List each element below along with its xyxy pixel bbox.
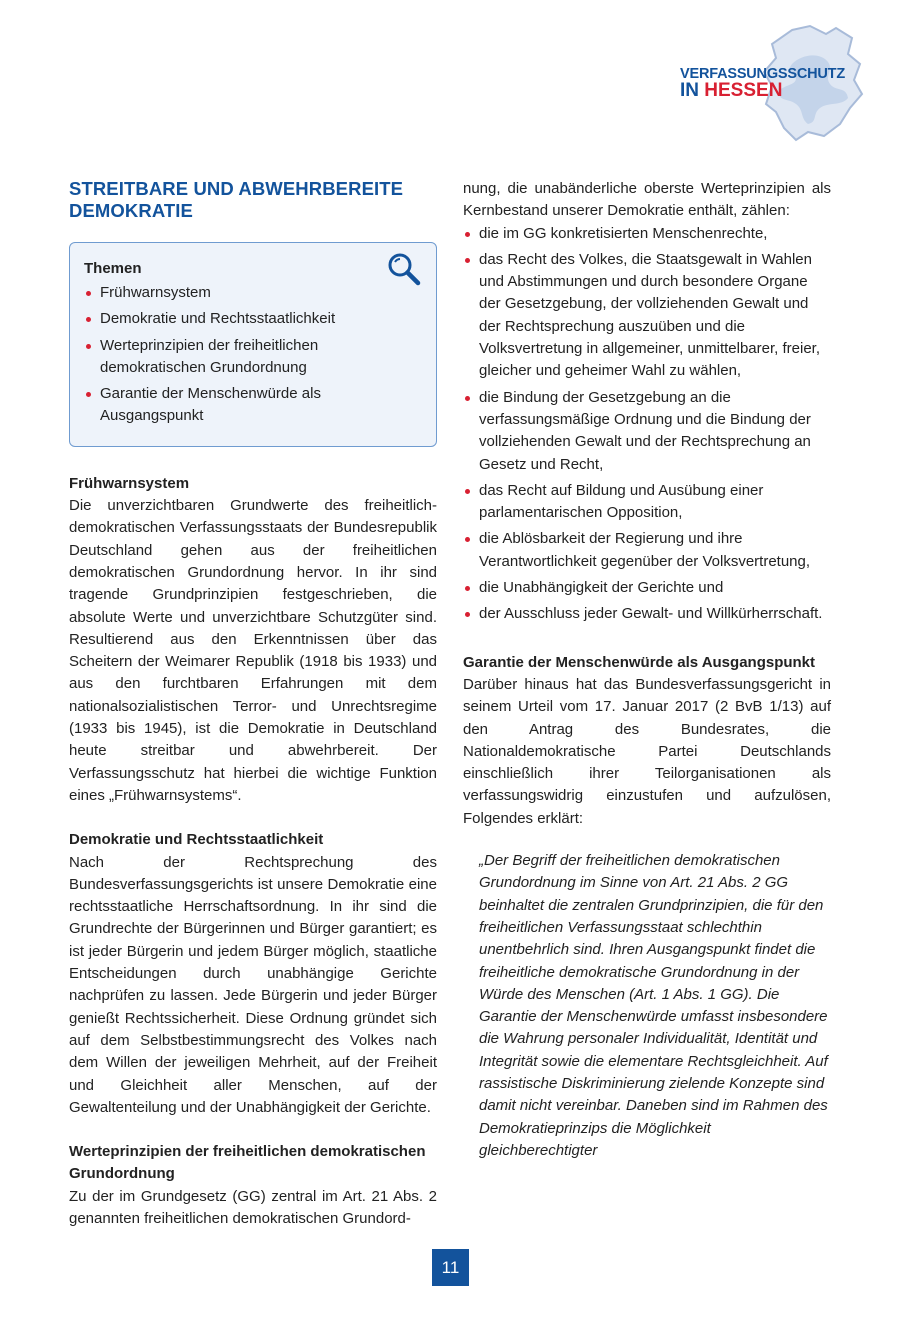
section-werteprinzipien — [69, 1141, 437, 1230]
section-fruehwarnsystem — [69, 473, 437, 807]
section-heading: Frühwarnsystem — [69, 474, 190, 492]
werteprinzipien-list-item: die Ablösbarkeit der Regierung und ihre Verantwortlichkeit gegenüber der Volksvertretung, — [463, 528, 831, 573]
section-text-part2: nung, die unabänderliche oberste Werteprinzipien als Kernbestand unserer Demokratie enthält, zählen: — [463, 180, 831, 220]
section-heading: Werteprinzipien der freiheitlichen demokratischen Grundordnung — [69, 1143, 426, 1183]
section-demokratie — [69, 829, 437, 1119]
themes-box — [69, 242, 437, 447]
section-heading: Garantie der Menschenwürde als Ausgangspunkt — [463, 653, 816, 671]
section-text-part1: Zu der im Grundgesetz (GG) zentral im Art. 21 Abs. 2 genannten freiheitlichen demokratischen Grundord- — [69, 1187, 437, 1227]
werteprinzipien-list-item: die Unabhängigkeit der Gerichte und — [463, 577, 831, 599]
themes-list-item: Garantie der Menschenwürde als Ausgangspunkt — [84, 383, 422, 428]
section-heading: Demokratie und Rechtsstaatlichkeit — [69, 831, 324, 849]
themes-list — [84, 282, 422, 428]
werteprinzipien-list — [463, 223, 831, 626]
section-text: Darüber hinaus hat das Bundesverfassungsgericht in seinem Urteil vom 17. Januar 2017 (2 BvB 1/13) auf den Antrag des Bundesrates, die Nationaldemokratische Partei Deutschlands einschließlich ihrer Teilorganisationen als verfassungswidrig einzustufen und aufzulösen, Folgendes erklärt: — [463, 675, 831, 827]
section-menschenwuerde — [463, 652, 831, 1163]
logo-text-hessen: HESSEN — [704, 80, 783, 101]
themes-list-item: Werteprinzipien der freiheitlichen demokratischen Grundordnung — [84, 335, 422, 380]
werteprinzipien-list-item: das Recht auf Bildung und Ausübung einer parlamentarischen Opposition, — [463, 480, 831, 525]
header-logo — [676, 24, 866, 144]
right-column — [463, 178, 831, 1162]
themes-list-item: Frühwarnsystem — [84, 282, 422, 304]
logo-text-in: IN — [680, 80, 699, 101]
werteprinzipien-list-item: das Recht des Volkes, die Staatsgewalt in Wahlen und Abstimmungen und durch besondere Organe der Gesetzgebung, der vollziehenden Gewalt und der Rechtsprechung auszuüben und die Volksvertretung in allgemeiner, unmittelbarer, freier, gleicher und geheimer Wahl zu wählen, — [463, 249, 831, 383]
werteprinzipien-list-item: die im GG konkretisierten Menschenrechte, — [463, 223, 831, 245]
page-number: 11 — [432, 1249, 469, 1286]
court-quote: „Der Begriff der freiheitlichen demokratischen Grundordnung im Sinne von Art. 21 Abs. 2 GG beinhaltet die zentralen Grundprinzipien, die für den freiheitlichen Verfassungsstaat schlechthin unentbehrlich sind. Ihren Ausgangspunkt findet die freiheitliche demokratische Grundordnung in der Würde des Menschen (Art. 1 Abs. 1 GG). Die Garantie der Menschenwürde umfasst insbesondere die Wahrung personaler Individualität, Identität und Integrität sowie die elementare Rechtsgleichheit. Auf rassistische Diskriminierung zielende Konzepte sind damit nicht vereinbar. Daneben sind im Rahmen des Demokratieprinzips die Möglichkeit gleichberechtigter — [479, 852, 828, 1159]
logo-text-line2 — [680, 80, 782, 102]
section-text: Die unverzichtbaren Grundwerte des freiheitlich-demokratischen Verfassungsstaats der Bundesrepublik Deutschland gehen aus der freiheitlichen demokratischen Grundordnung hervor. In ihr sind tragende Grundprinzipien festgeschrieben, die absolute Werte und unverzichtbare Schutzgüter sind. Resultierend aus den Erkenntnissen über das Scheitern der Weimarer Republik (1918 bis 1933) und aus den furchtbaren Erfahrungen mit dem nationalsozialistischen Terror- und Unrechtsregime (1933 bis 1945), ist die Demokratie in Deutschland heute streitbar und abwehrbereit. Der Verfassungsschutz hat hierbei die wichtige Funktion eines „Frühwarnsystems“. — [69, 497, 437, 804]
logo-text-line1: VERFASSUNGSSCHUTZ — [680, 66, 845, 82]
werteprinzipien-list-item: der Ausschluss jeder Gewalt- und Willkürherrschaft. — [463, 603, 831, 625]
section-text: Nach der Rechtsprechung des Bundesverfassungsgerichts ist unsere Demokratie eine rechtsstaatliche Herrschaftsordnung. In ihr sind die Grundrechte der Bürgerinnen und Bürger garantiert; es ist jeder Bürgerin und jedem Bürger möglich, staatliche Entscheidungen durch unabhängige Gerichte nachprüfen zu lassen. Jede Bürgerin und jeder Bürger genießt Rechtssicherheit. Diese Ordnung gründet sich auf dem Selbstbestimmungsrecht des Volkes nach dem Willen der jeweiligen Mehrheit, auf der Freiheit und Gleichheit aller Menschen, auf der Gewaltenteilung und der Unabhängigkeit der Gerichte. — [69, 853, 437, 1116]
left-column — [69, 178, 437, 1230]
werteprinzipien-list-item: die Bindung der Gesetzgebung an die verfassungsmäßige Ordnung und die Bindung der vollziehenden Gewalt und der Rechtsprechung an Gesetz und Recht, — [463, 387, 831, 476]
themes-list-item: Demokratie und Rechtsstaatlichkeit — [84, 308, 422, 330]
page-title: STREITBARE UND ABWEHRBEREITE DEMOKRATIE — [69, 178, 404, 221]
themes-heading: Themen — [84, 260, 142, 277]
